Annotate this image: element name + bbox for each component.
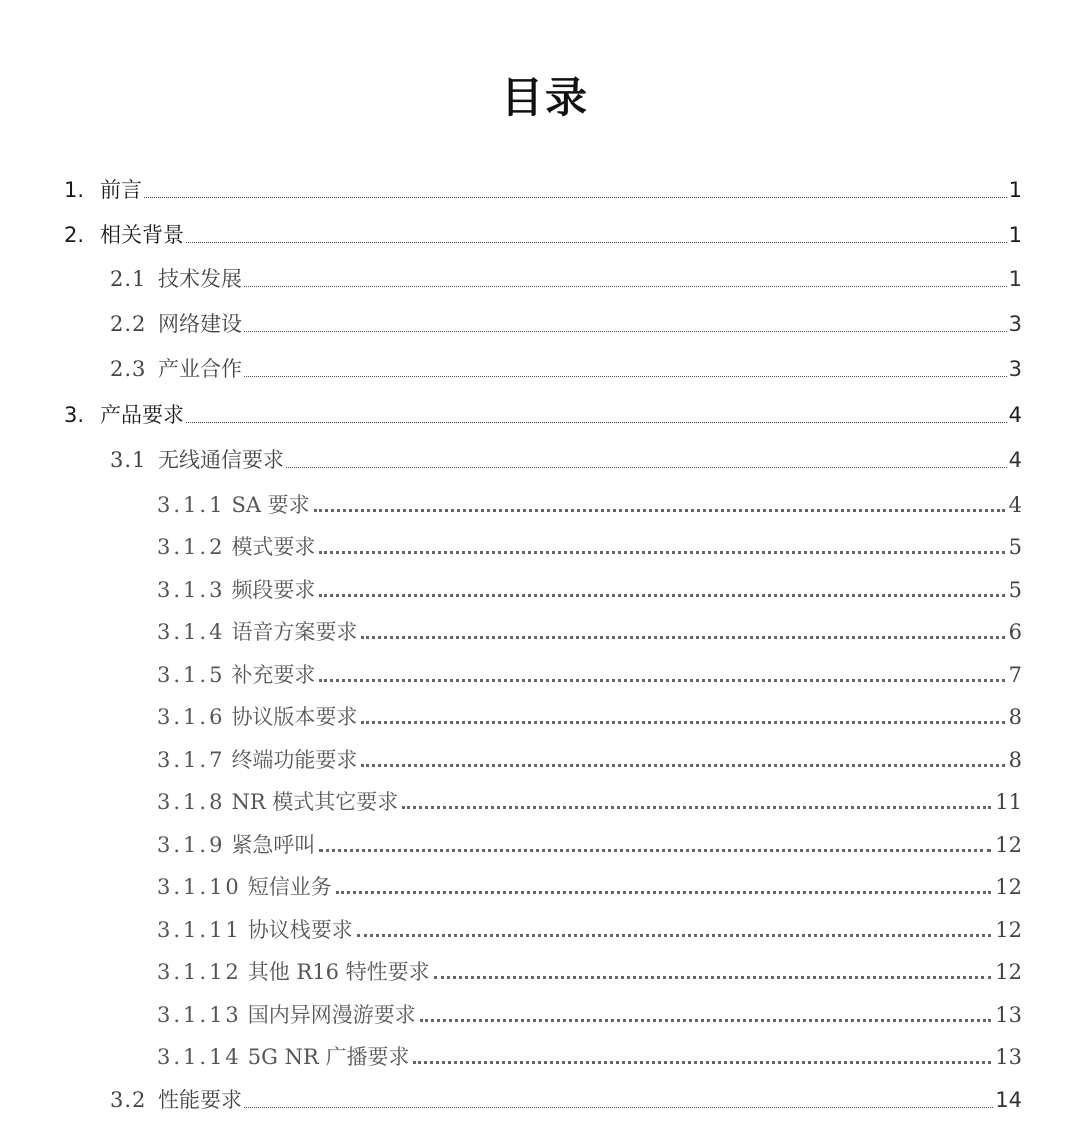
dot-leader xyxy=(144,197,1007,198)
toc-text: 短信业务 xyxy=(247,875,332,899)
toc-entry-2-2[interactable] xyxy=(110,309,1022,339)
dot-leader xyxy=(402,806,991,809)
toc-number: 3. xyxy=(64,403,85,427)
toc-entry-3-1-3[interactable] xyxy=(157,575,1022,605)
toc-page-number: 1 xyxy=(1008,178,1022,202)
toc-text: 终端功能要求 xyxy=(231,748,358,772)
toc-number: 3.1.8 xyxy=(157,790,226,814)
toc-page-number: 12 xyxy=(995,960,1022,984)
toc-entry-3-1-6[interactable] xyxy=(157,702,1022,732)
toc-entry-3[interactable] xyxy=(64,400,1022,430)
toc-entry-1[interactable] xyxy=(64,175,1022,205)
toc-text: 无线通信要求 xyxy=(158,448,284,472)
toc-page-number: 1 xyxy=(1008,223,1022,247)
toc-entry-3-1-12[interactable] xyxy=(157,957,1022,987)
toc-entry-3-1-2[interactable] xyxy=(157,532,1022,562)
toc-text: 协议版本要求 xyxy=(231,705,358,729)
toc-page-number: 4 xyxy=(1008,493,1022,517)
toc-entry-2-3[interactable] xyxy=(110,354,1022,384)
toc-text: 语音方案要求 xyxy=(231,620,358,644)
toc-number: 2.3 xyxy=(110,357,147,381)
toc-entry-3-1-13[interactable] xyxy=(157,1000,1022,1030)
toc-number: 1. xyxy=(64,178,85,202)
toc-text: 5G NR 广播要求 xyxy=(247,1045,410,1069)
dot-leader xyxy=(186,242,1007,243)
toc-page-number: 14 xyxy=(995,1088,1022,1112)
toc-text: 网络建设 xyxy=(158,312,242,336)
toc-page-number: 12 xyxy=(995,918,1022,942)
toc-entry-2-1[interactable] xyxy=(110,264,1022,294)
toc-number: 3.1.2 xyxy=(157,535,226,559)
toc-entry-3-1-11[interactable] xyxy=(157,915,1022,945)
dot-leader xyxy=(361,636,1004,639)
toc-entry-3-1-1[interactable] xyxy=(157,490,1022,520)
toc-page-number: 13 xyxy=(995,1003,1022,1027)
dot-leader xyxy=(186,422,1007,423)
toc-page-number: 5 xyxy=(1008,578,1022,602)
toc-text: 前言 xyxy=(100,178,142,202)
toc-page-number: 5 xyxy=(1008,535,1022,559)
dot-leader xyxy=(319,849,991,852)
toc-text: 产业合作 xyxy=(158,357,242,381)
toc-entry-3-1-14[interactable] xyxy=(157,1042,1022,1072)
dot-leader xyxy=(319,679,1004,682)
toc-text: 模式要求 xyxy=(231,535,316,559)
toc-number: 3.1.7 xyxy=(157,748,226,772)
toc-number: 3.2 xyxy=(110,1088,147,1112)
toc-text: 相关背景 xyxy=(100,223,184,247)
toc-entry-3-1-10[interactable] xyxy=(157,872,1022,902)
dot-leader xyxy=(336,891,991,894)
dot-leader xyxy=(357,934,991,937)
toc-text: 其他 R16 特性要求 xyxy=(247,960,430,984)
toc-number: 2.1 xyxy=(110,267,147,291)
dot-leader xyxy=(319,551,1004,554)
dot-leader xyxy=(244,1107,993,1108)
toc-number: 3.1.12 xyxy=(157,960,242,984)
toc-number: 3.1 xyxy=(110,448,147,472)
toc-entry-3-2[interactable] xyxy=(110,1085,1022,1115)
dot-leader xyxy=(434,976,992,979)
toc-page-number: 6 xyxy=(1008,620,1022,644)
toc-page-number: 8 xyxy=(1008,748,1022,772)
toc-page-number: 4 xyxy=(1008,403,1022,427)
toc-number: 3.1.14 xyxy=(157,1045,242,1069)
toc-number: 3.1.13 xyxy=(157,1003,242,1027)
toc-page-number: 1 xyxy=(1008,267,1022,291)
dot-leader xyxy=(244,376,1007,377)
page-title: 目录 xyxy=(500,73,589,122)
dot-leader xyxy=(314,509,1005,512)
toc-text: 性能要求 xyxy=(158,1088,242,1112)
toc-number: 3.1.11 xyxy=(157,918,242,942)
dot-leader xyxy=(420,1019,991,1022)
toc-text: 协议栈要求 xyxy=(247,918,353,942)
dot-leader xyxy=(244,286,1007,287)
toc-number: 3.1.10 xyxy=(157,875,242,899)
toc-entry-2[interactable] xyxy=(64,220,1022,250)
toc-entry-3-1-9[interactable] xyxy=(157,830,1022,860)
toc-page-number: 4 xyxy=(1008,448,1022,472)
toc-text: NR 模式其它要求 xyxy=(231,790,399,814)
toc-number: 2. xyxy=(64,223,85,247)
toc-entry-3-1[interactable] xyxy=(110,445,1022,475)
dot-leader xyxy=(286,467,1007,468)
dot-leader xyxy=(361,721,1004,724)
toc-text: 紧急呼叫 xyxy=(231,833,316,857)
toc-number: 3.1.9 xyxy=(157,833,226,857)
toc-text: 国内异网漫游要求 xyxy=(247,1003,416,1027)
toc-page-number: 13 xyxy=(995,1045,1022,1069)
toc-text: 补充要求 xyxy=(231,663,316,687)
toc-number: 3.1.5 xyxy=(157,663,226,687)
dot-leader xyxy=(244,331,1007,332)
toc-number: 3.1.3 xyxy=(157,578,226,602)
toc-text: 频段要求 xyxy=(231,578,316,602)
toc-number: 3.1.4 xyxy=(157,620,226,644)
toc-text: 技术发展 xyxy=(158,267,242,291)
toc-entry-3-1-5[interactable] xyxy=(157,660,1022,690)
toc-entry-3-1-7[interactable] xyxy=(157,745,1022,775)
toc-entry-3-1-4[interactable] xyxy=(157,617,1022,647)
toc-page-number: 7 xyxy=(1008,663,1022,687)
dot-leader xyxy=(319,594,1004,597)
toc-text: SA 要求 xyxy=(231,493,310,517)
toc-page-number: 12 xyxy=(995,875,1022,899)
toc-page-number: 8 xyxy=(1008,705,1022,729)
toc-page-number: 3 xyxy=(1008,312,1022,336)
toc-number: 2.2 xyxy=(110,312,147,336)
toc-page-number: 12 xyxy=(995,833,1022,857)
toc-text: 产品要求 xyxy=(100,403,184,427)
toc-entry-3-1-8[interactable] xyxy=(157,787,1022,817)
toc-number: 3.1.6 xyxy=(157,705,226,729)
toc-page-number: 3 xyxy=(1008,357,1022,381)
dot-leader xyxy=(361,764,1004,767)
toc-page-number: 11 xyxy=(995,790,1022,814)
dot-leader xyxy=(413,1061,991,1064)
toc-number: 3.1.1 xyxy=(157,493,226,517)
